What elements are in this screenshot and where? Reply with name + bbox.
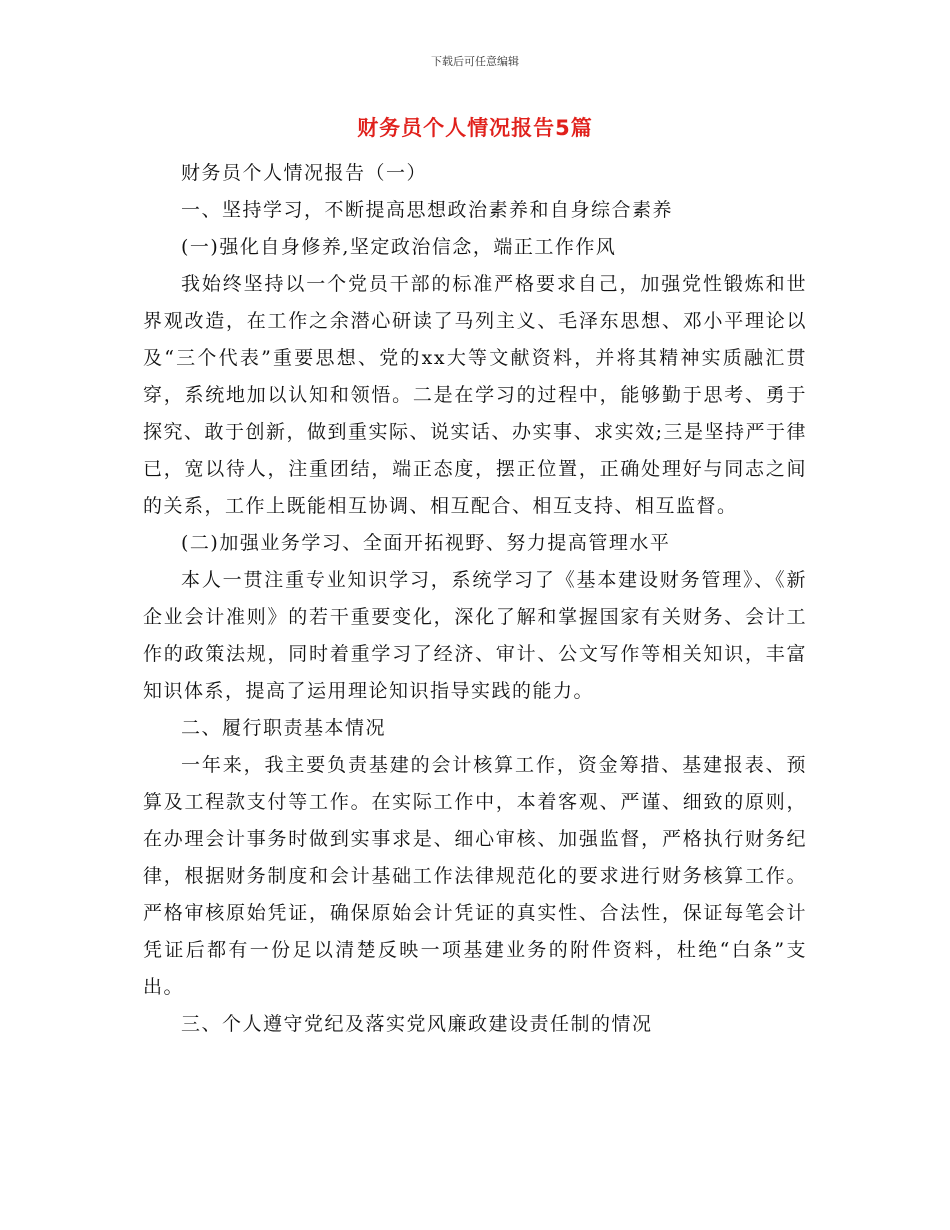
paragraph-subtitle: 财务员个人情况报告（一） bbox=[181, 162, 428, 184]
paragraph-body-3: 一年来，我主要负责基建的会计核算工作，资金筹措、基建报表、预算及工程款支付等工作。在实际工作中，本着客观、严谨、细致的原则，在办理会计事务时做到实事求是、细心审核、加强监督，严格执行财务纪律，根据财务制度和会计基础工作法律规范化的要求进行财务核算工作。严格审核原始凭证，确保原始会计凭证的真实性、合法性，保证每笔会计凭证后都有一份足以清楚反映一项基建业务的附件资料，杜绝“白条”支出。 bbox=[143, 754, 807, 998]
paragraph-body-1: 我始终坚持以一个党员干部的标准严格要求自己，加强党性锻炼和世界观改造，在工作之余潜心研读了马列主义、毛泽东思想、邓小平理论以及“三个代表”重要思想、党的xx大等文献资料，并将其精神实质融汇贯穿，系统地加以认知和领悟。二是在学习的过程中，能够勤于思考、勇于探究、敢于创新，做到重实际、说实话、办实事、求实效;三是坚持严于律已，宽以待人，注重团结，端正态度，摆正位置，正确处理好与同志之间的关系，工作上既能相互协调、相互配合、相互支持、相互监督。 bbox=[143, 273, 807, 517]
document-title: 财务员个人情况报告5篇 bbox=[357, 116, 593, 140]
paragraph-heading-1: 一、坚持学习，不断提高思想政治素养和自身综合素养 bbox=[181, 199, 674, 221]
paragraph-heading-2: 二、履行职责基本情况 bbox=[181, 717, 387, 739]
paragraph-heading-3: 三、个人遵守党纪及落实党风廉政建设责任制的情况 bbox=[181, 1013, 653, 1035]
paragraph-subheading-1: (一)强化自身修养,坚定政治信念，端正工作作风 bbox=[181, 236, 617, 258]
paragraph-subheading-2: (二)加强业务学习、全面开拓视野、努力提高管理水平 bbox=[181, 532, 671, 554]
document-body bbox=[143, 155, 807, 1043]
paragraph-body-2: 本人一贯注重专业知识学习，系统学习了《基本建设财务管理》、《新企业会计准则》的若干重要变化，深化了解和掌握国家有关财务、会计工作的政策法规，同时着重学习了经济、审计、公文写作等相关知识，丰富知识体系，提高了运用理论知识指导实践的能力。 bbox=[143, 569, 807, 702]
header-note: 下载后可任意编辑 bbox=[431, 55, 519, 68]
